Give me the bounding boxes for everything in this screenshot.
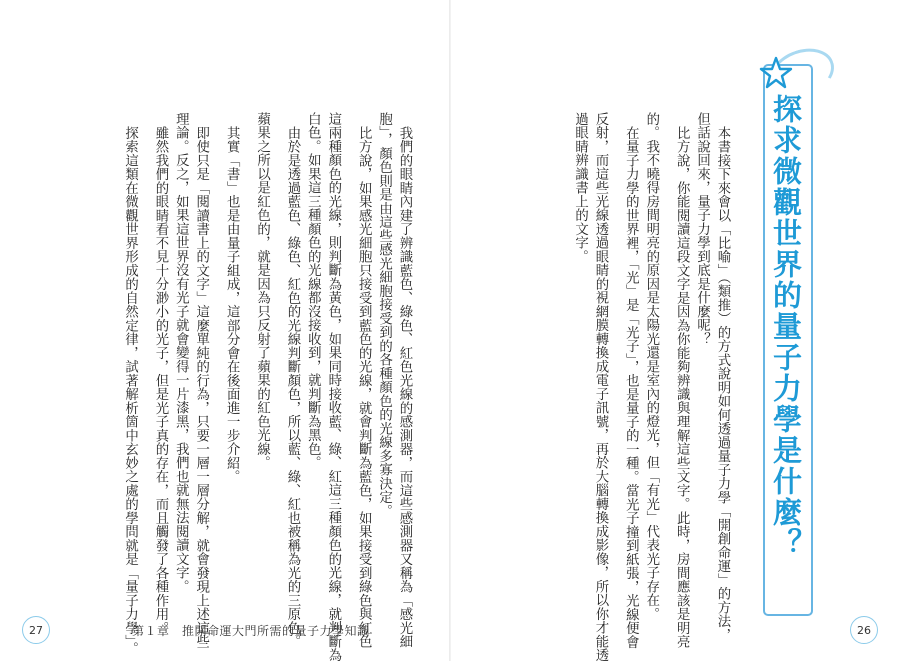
- paragraph-line: 我們的眼睛內建了辨識藍色、綠色、紅色光線的感測器，而這些感測器又稱為「感光細: [397, 125, 412, 648]
- paragraph-line: 胞」，顏色則是由這些感光細胞接受到的各種顏色的光線多寡決定。: [376, 112, 392, 518]
- paragraph-line: 過眼睛辨識書上的文字。: [572, 112, 588, 264]
- paragraph-line: 蘋果之所以是紅色的，就是因為只反射了蘋果的紅色光線。: [254, 112, 270, 470]
- paragraph-line: 比方說，如果感光細胞只接受到藍色的光線，就會判斷為藍色，如果接受到綠色與紅色: [356, 125, 372, 648]
- paragraph-line: 反射，而這些光線透過眼睛的視網膜轉換成電子訊號，再於大腦轉換成影像，所以你才能透: [592, 112, 608, 662]
- right-page-body: [569, 112, 732, 662]
- paragraph-line: 即使只是「閱讀書上的文字」這麼單純的行為，只要一層一層分解，就會發現上述這些: [193, 125, 209, 648]
- paragraph-line: 探索這類在微觀世界形成的自然定律，試著解析箇中玄妙之處的學問就是「量子力學」。: [122, 125, 138, 656]
- paragraph-line: 由於是透過藍色、綠色、紅色的光線判斷顏色，所以藍、綠、紅也被稱為光的三原色。: [284, 125, 300, 648]
- paragraph-line: 雖然我們的眼睛看不見十分渺小的光子，但是光子真的存在，而且觸發了各種作用。: [152, 125, 168, 635]
- chapter-heading-box: [757, 56, 819, 616]
- paragraph-line: 其實「書」也是由量子組成，這部分會在後面進一步介紹。: [224, 125, 240, 483]
- paragraph-line: 但話說回來，量子力學到底是什麼呢？: [694, 112, 710, 346]
- page-heading: 探求微觀世界的量子力學是什麼？: [769, 94, 803, 559]
- paragraph-line: 這兩種顏色的光線，則判斷為黃色，如果同時接收藍、綠、紅這三種顏色的光線，就判斷為: [325, 112, 341, 662]
- paragraph-line: 比方說，你能閱讀這段文字是因為你能夠辨識與理解這些文字。此時，房間應該是明亮: [674, 125, 690, 648]
- page-gutter: [449, 0, 451, 661]
- paragraph-line: 白色。如果這三種顏色的光線都沒接收到，就判斷為黑色。: [305, 112, 321, 470]
- paragraph-line: 本書接下來會以「比喻」（類推）的方式說明如何透過量子力學「開創命運」的方法，: [715, 125, 730, 642]
- star-icon: [759, 56, 793, 90]
- paragraph-line: 在量子力學的世界裡，「光」是「光子」，也是量子的一種。當光子撞到紙張，光線便會: [623, 125, 639, 649]
- page-number-right: 26: [850, 616, 878, 644]
- page-number-left: 27: [22, 616, 50, 644]
- paragraph-line: 理論。反之，如果這世界沒有光子就會變得一片漆黑，我們也就無法閱讀文字。: [173, 112, 189, 594]
- running-head: 第１章 推開命運大門所需的量子力學知識: [132, 624, 370, 638]
- paragraph-line: 的。我不曉得房間明亮的原因是太陽光還是室內的燈光，但「有光」代表光子存在。: [643, 112, 659, 621]
